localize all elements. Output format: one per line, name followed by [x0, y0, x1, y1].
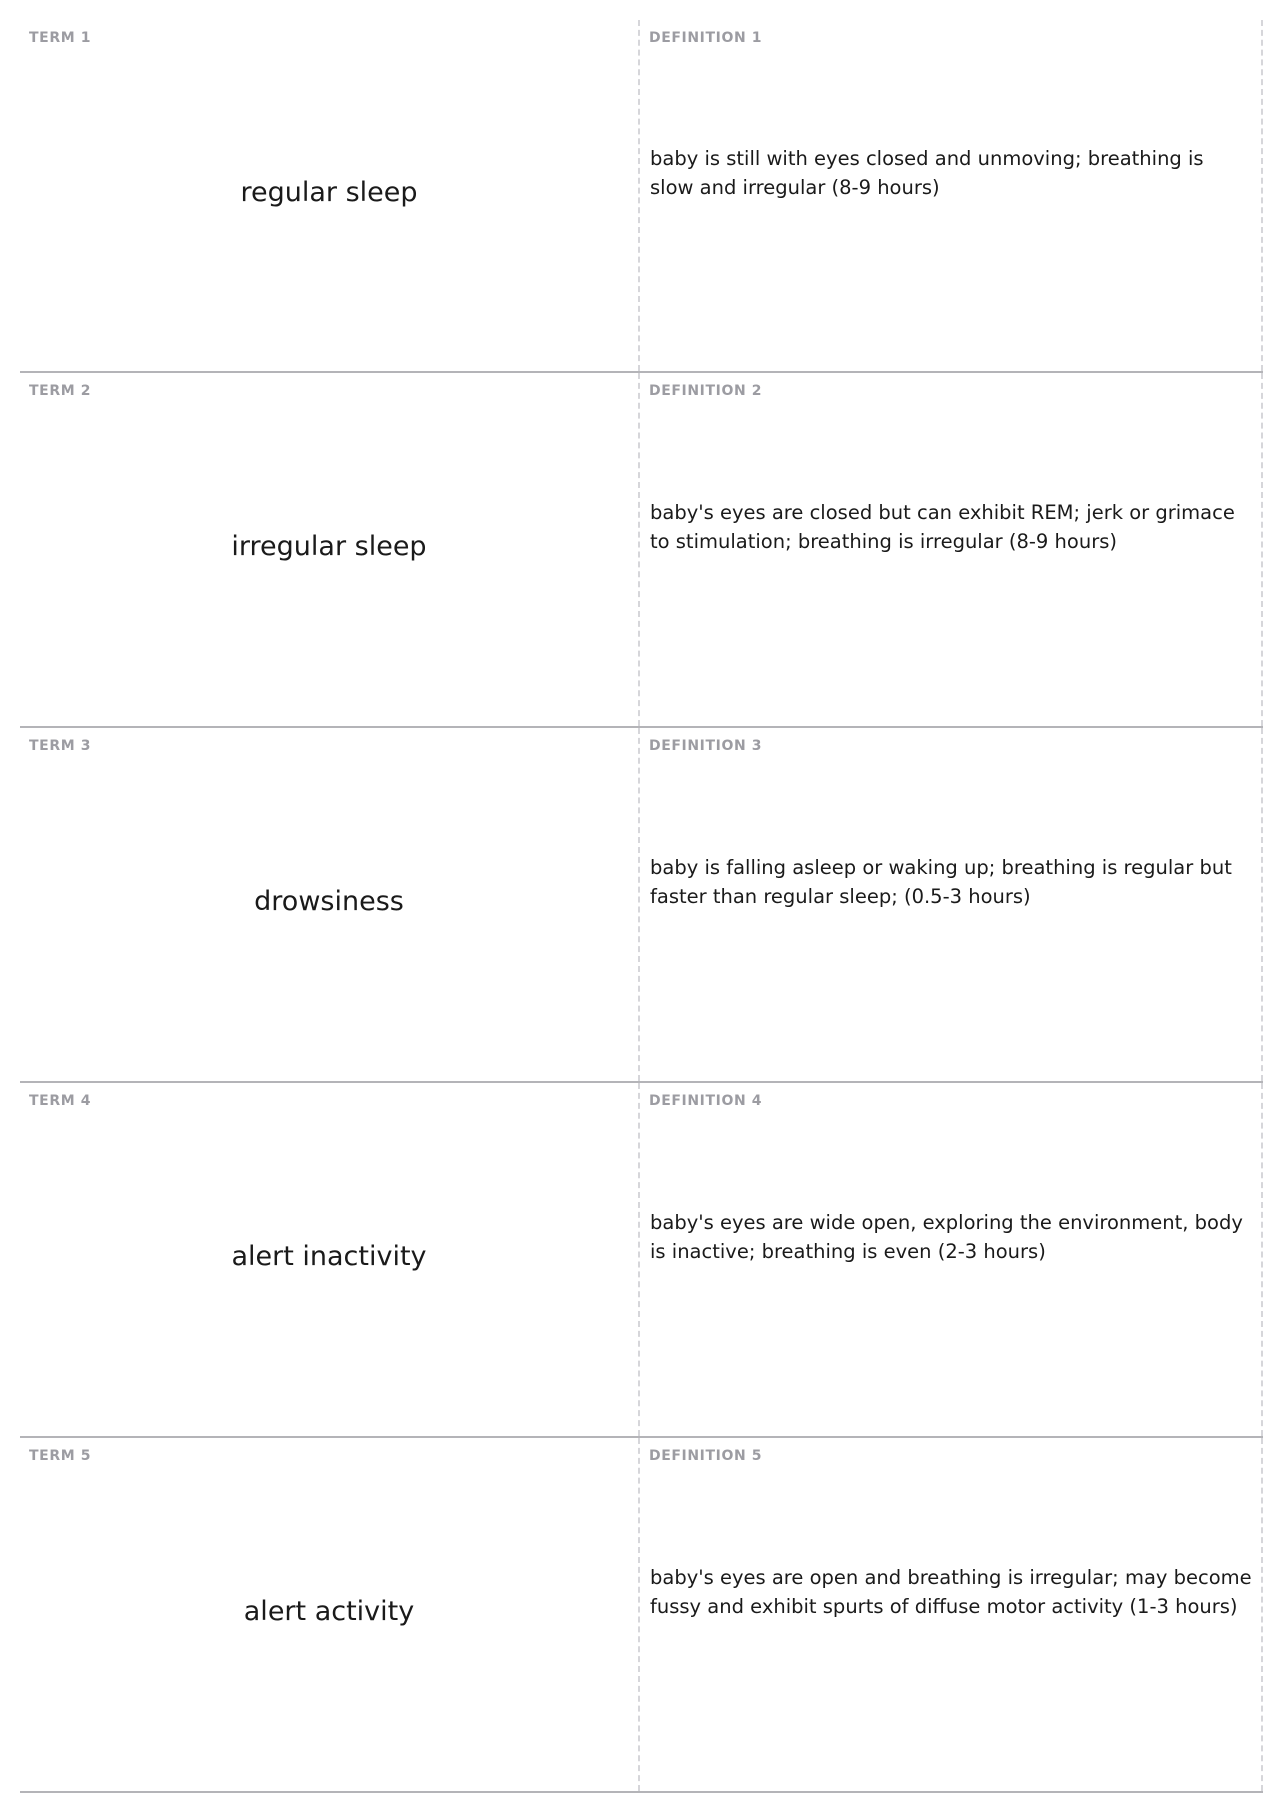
- flashcard-row: [20, 1438, 1263, 1793]
- definition-cell: [640, 1438, 1263, 1791]
- definition-text: baby is falling asleep or waking up; breathing is regular but faster than regular sleep; (0.5-3 hours): [650, 855, 1232, 908]
- definition-label: DEFINITION 4: [649, 1093, 763, 1109]
- term-text: drowsiness: [254, 886, 404, 917]
- flashcard-row: [20, 20, 1263, 373]
- term-cell: [20, 20, 640, 371]
- definition-text: baby is still with eyes closed and unmoving; breathing is slow and irregular (8-9 hours): [650, 146, 1204, 199]
- flashcard-sheet: [20, 20, 1263, 1793]
- definition-label: DEFINITION 3: [649, 738, 763, 754]
- term-cell: [20, 1083, 640, 1436]
- term-label: TERM 5: [29, 1448, 92, 1464]
- term-cell: [20, 1438, 640, 1791]
- term-text: regular sleep: [240, 177, 418, 208]
- definition-cell: [640, 728, 1263, 1081]
- definition-text: baby's eyes are open and breathing is irregular; may become fussy and exhibit spurts of diffuse motor activity (1-3 hours): [650, 1565, 1252, 1618]
- definition-cell: [640, 1083, 1263, 1436]
- definition-label: DEFINITION 5: [649, 1448, 763, 1464]
- definition-text: baby's eyes are closed but can exhibit REM; jerk or grimace to stimulation; breathing is irregular (8-9 hours): [650, 500, 1235, 553]
- definition-cell: [640, 20, 1263, 371]
- definition-label: DEFINITION 1: [649, 30, 763, 46]
- term-label: TERM 1: [29, 30, 92, 46]
- term-cell: [20, 728, 640, 1081]
- flashcard-row: [20, 728, 1263, 1083]
- term-label: TERM 2: [29, 383, 92, 399]
- definition-text: baby's eyes are wide open, exploring the environment, body is inactive; breathing is even (2-3 hours): [650, 1210, 1243, 1263]
- term-cell: [20, 373, 640, 726]
- flashcard-row: [20, 373, 1263, 728]
- term-label: TERM 3: [29, 738, 92, 754]
- term-label: TERM 4: [29, 1093, 92, 1109]
- term-text: irregular sleep: [231, 531, 427, 562]
- term-text: alert inactivity: [231, 1241, 427, 1272]
- definition-label: DEFINITION 2: [649, 383, 763, 399]
- flashcard-row: [20, 1083, 1263, 1438]
- term-text: alert activity: [243, 1596, 415, 1627]
- definition-cell: [640, 373, 1263, 726]
